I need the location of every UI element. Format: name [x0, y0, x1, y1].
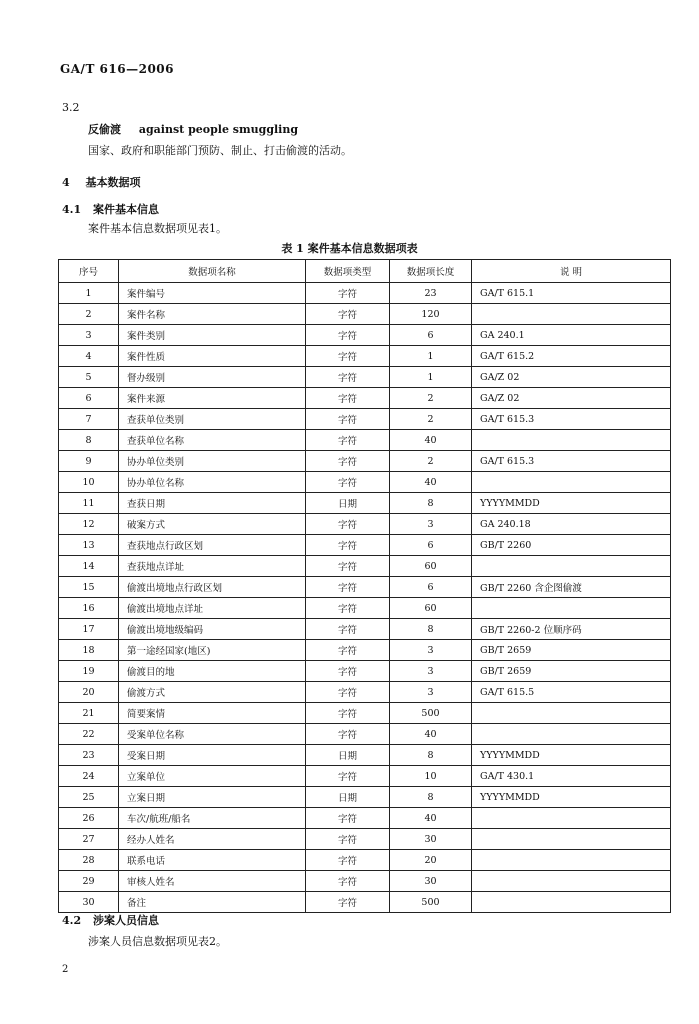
table-row	[59, 892, 671, 913]
cell-length: 8	[390, 787, 472, 808]
table-row	[59, 409, 671, 430]
document-header: GA/T 616—2006	[60, 62, 174, 76]
table-row	[59, 619, 671, 640]
term-definition: 国家、政府和职能部门预防、制止、打击偷渡的活动。	[88, 144, 352, 157]
cell-note	[472, 829, 671, 850]
cell-seq: 18	[59, 640, 119, 661]
table-row	[59, 661, 671, 682]
header-cell: 说 明	[472, 260, 671, 283]
cell-note: GB/T 2659	[472, 640, 671, 661]
table-row	[59, 724, 671, 745]
term-heading	[88, 121, 298, 137]
cell-length: 120	[390, 304, 472, 325]
cell-name: 协办单位类别	[119, 451, 306, 472]
cell-length: 6	[390, 535, 472, 556]
cell-note: YYYYMMDD	[472, 493, 671, 514]
section-3-2-number: 3.2	[62, 101, 80, 114]
cell-type: 字符	[306, 724, 390, 745]
header-cell: 数据项长度	[390, 260, 472, 283]
cell-seq: 25	[59, 787, 119, 808]
cell-name: 查获地点行政区划	[119, 535, 306, 556]
table-row	[59, 304, 671, 325]
cell-note: GA/T 615.1	[472, 283, 671, 304]
table-row	[59, 640, 671, 661]
cell-name: 查获日期	[119, 493, 306, 514]
cell-name: 查获单位类别	[119, 409, 306, 430]
cell-name: 案件编号	[119, 283, 306, 304]
table-row	[59, 451, 671, 472]
cell-length: 40	[390, 808, 472, 829]
cell-name: 案件性质	[119, 346, 306, 367]
table-header-row	[59, 260, 671, 283]
cell-note	[472, 430, 671, 451]
cell-note	[472, 892, 671, 913]
cell-seq: 28	[59, 850, 119, 871]
cell-note	[472, 808, 671, 829]
cell-name: 案件类别	[119, 325, 306, 346]
cell-name: 协办单位名称	[119, 472, 306, 493]
cell-note: GA/T 615.3	[472, 409, 671, 430]
table-row	[59, 871, 671, 892]
cell-note	[472, 850, 671, 871]
cell-name: 偷渡目的地	[119, 661, 306, 682]
table-row	[59, 556, 671, 577]
cell-length: 40	[390, 430, 472, 451]
cell-name: 查获单位名称	[119, 430, 306, 451]
table-row	[59, 598, 671, 619]
cell-length: 3	[390, 682, 472, 703]
cell-seq: 21	[59, 703, 119, 724]
cell-note: GB/T 2659	[472, 661, 671, 682]
cell-seq: 3	[59, 325, 119, 346]
cell-name: 第一途经国家(地区)	[119, 640, 306, 661]
cell-seq: 19	[59, 661, 119, 682]
cell-seq: 26	[59, 808, 119, 829]
table-row	[59, 850, 671, 871]
table-row	[59, 808, 671, 829]
cell-name: 破案方式	[119, 514, 306, 535]
cell-seq: 5	[59, 367, 119, 388]
section-4-2-title: 涉案人员信息	[92, 914, 159, 927]
cell-seq: 23	[59, 745, 119, 766]
table-1	[58, 259, 671, 913]
cell-length: 3	[390, 514, 472, 535]
cell-name: 偷渡方式	[119, 682, 306, 703]
cell-length: 6	[390, 325, 472, 346]
cell-seq: 22	[59, 724, 119, 745]
cell-length: 1	[390, 367, 472, 388]
section-4-1-number: 4.1	[62, 203, 82, 216]
cell-length: 2	[390, 409, 472, 430]
cell-seq: 14	[59, 556, 119, 577]
section-4-heading	[62, 174, 141, 190]
cell-length: 30	[390, 829, 472, 850]
cell-length: 3	[390, 640, 472, 661]
header-cell: 数据项名称	[119, 260, 306, 283]
cell-type: 字符	[306, 829, 390, 850]
cell-type: 字符	[306, 703, 390, 724]
header-cell: 数据项类型	[306, 260, 390, 283]
cell-length: 500	[390, 892, 472, 913]
cell-note: GA/T 430.1	[472, 766, 671, 787]
cell-type: 日期	[306, 787, 390, 808]
cell-type: 字符	[306, 409, 390, 430]
cell-note: YYYYMMDD	[472, 745, 671, 766]
cell-seq: 17	[59, 619, 119, 640]
table-row	[59, 367, 671, 388]
table-row	[59, 829, 671, 850]
cell-type: 字符	[306, 535, 390, 556]
cell-length: 8	[390, 745, 472, 766]
cell-length: 1	[390, 346, 472, 367]
cell-seq: 11	[59, 493, 119, 514]
cell-length: 40	[390, 472, 472, 493]
cell-note	[472, 871, 671, 892]
cell-name: 联系电话	[119, 850, 306, 871]
table-row	[59, 787, 671, 808]
section-4-number: 4	[62, 176, 70, 189]
cell-type: 字符	[306, 640, 390, 661]
cell-name: 车次/航班/船名	[119, 808, 306, 829]
section-4-2-heading	[62, 912, 159, 928]
cell-type: 字符	[306, 367, 390, 388]
cell-name: 查获地点详址	[119, 556, 306, 577]
header-cell: 序号	[59, 260, 119, 283]
table-row	[59, 430, 671, 451]
cell-type: 字符	[306, 661, 390, 682]
cell-seq: 20	[59, 682, 119, 703]
cell-seq: 9	[59, 451, 119, 472]
cell-length: 30	[390, 871, 472, 892]
cell-seq: 12	[59, 514, 119, 535]
cell-note: GA/Z 02	[472, 367, 671, 388]
table-row	[59, 682, 671, 703]
cell-length: 10	[390, 766, 472, 787]
table-row	[59, 745, 671, 766]
cell-type: 字符	[306, 325, 390, 346]
cell-length: 23	[390, 283, 472, 304]
section-4-2-number: 4.2	[62, 914, 82, 927]
table-row	[59, 514, 671, 535]
cell-length: 40	[390, 724, 472, 745]
table-row	[59, 493, 671, 514]
cell-type: 字符	[306, 304, 390, 325]
cell-type: 字符	[306, 556, 390, 577]
cell-note: GA 240.1	[472, 325, 671, 346]
cell-seq: 1	[59, 283, 119, 304]
table-1-caption: 表 1 案件基本信息数据项表	[281, 242, 418, 255]
cell-type: 字符	[306, 388, 390, 409]
cell-name: 偷渡出境地点详址	[119, 598, 306, 619]
section-4-1-intro: 案件基本信息数据项见表1。	[88, 222, 227, 235]
cell-seq: 29	[59, 871, 119, 892]
cell-seq: 15	[59, 577, 119, 598]
cell-note	[472, 304, 671, 325]
cell-length: 2	[390, 451, 472, 472]
section-4-2-intro: 涉案人员信息数据项见表2。	[88, 935, 227, 948]
cell-type: 字符	[306, 346, 390, 367]
cell-note	[472, 703, 671, 724]
cell-name: 督办级别	[119, 367, 306, 388]
cell-type: 字符	[306, 451, 390, 472]
cell-type: 字符	[306, 472, 390, 493]
cell-length: 8	[390, 619, 472, 640]
table-row	[59, 703, 671, 724]
cell-seq: 7	[59, 409, 119, 430]
table-row	[59, 766, 671, 787]
cell-type: 字符	[306, 598, 390, 619]
cell-type: 字符	[306, 577, 390, 598]
cell-seq: 13	[59, 535, 119, 556]
table-row	[59, 283, 671, 304]
cell-seq: 2	[59, 304, 119, 325]
table-row	[59, 325, 671, 346]
cell-name: 备注	[119, 892, 306, 913]
table-1-body	[59, 283, 671, 913]
cell-note: GA/T 615.2	[472, 346, 671, 367]
table-row	[59, 472, 671, 493]
cell-seq: 24	[59, 766, 119, 787]
cell-name: 受案单位名称	[119, 724, 306, 745]
cell-name: 偷渡出境地点行政区划	[119, 577, 306, 598]
cell-note	[472, 598, 671, 619]
table-row	[59, 388, 671, 409]
table-row	[59, 346, 671, 367]
cell-seq: 27	[59, 829, 119, 850]
cell-note: GA/Z 02	[472, 388, 671, 409]
cell-type: 字符	[306, 871, 390, 892]
cell-length: 60	[390, 598, 472, 619]
cell-length: 60	[390, 556, 472, 577]
cell-seq: 16	[59, 598, 119, 619]
cell-length: 6	[390, 577, 472, 598]
cell-note: GB/T 2260 含企图偷渡	[472, 577, 671, 598]
cell-note: GA/T 615.3	[472, 451, 671, 472]
section-4-1-title: 案件基本信息	[92, 203, 159, 216]
cell-type: 日期	[306, 745, 390, 766]
cell-type: 字符	[306, 283, 390, 304]
cell-seq: 10	[59, 472, 119, 493]
page-number: 2	[62, 964, 69, 975]
cell-length: 8	[390, 493, 472, 514]
cell-length: 2	[390, 388, 472, 409]
cell-type: 字符	[306, 619, 390, 640]
cell-type: 字符	[306, 850, 390, 871]
cell-name: 简要案情	[119, 703, 306, 724]
cell-length: 500	[390, 703, 472, 724]
table-row	[59, 577, 671, 598]
cell-length: 20	[390, 850, 472, 871]
cell-type: 字符	[306, 892, 390, 913]
cell-type: 字符	[306, 808, 390, 829]
cell-note: GB/T 2260-2 位顺序码	[472, 619, 671, 640]
cell-name: 偷渡出境地级编码	[119, 619, 306, 640]
cell-note: GA/T 615.5	[472, 682, 671, 703]
cell-type: 字符	[306, 682, 390, 703]
term-zh: 反偷渡	[88, 123, 121, 136]
cell-name: 案件名称	[119, 304, 306, 325]
cell-note: GB/T 2260	[472, 535, 671, 556]
cell-seq: 30	[59, 892, 119, 913]
cell-length: 3	[390, 661, 472, 682]
cell-name: 立案日期	[119, 787, 306, 808]
cell-seq: 4	[59, 346, 119, 367]
cell-type: 日期	[306, 493, 390, 514]
cell-note: YYYYMMDD	[472, 787, 671, 808]
cell-seq: 8	[59, 430, 119, 451]
term-en: against people smuggling	[138, 123, 299, 136]
cell-note	[472, 556, 671, 577]
cell-type: 字符	[306, 430, 390, 451]
cell-name: 立案单位	[119, 766, 306, 787]
cell-name: 案件来源	[119, 388, 306, 409]
cell-type: 字符	[306, 514, 390, 535]
cell-type: 字符	[306, 766, 390, 787]
cell-name: 经办人姓名	[119, 829, 306, 850]
cell-note	[472, 724, 671, 745]
cell-seq: 6	[59, 388, 119, 409]
table-row	[59, 535, 671, 556]
section-4-title: 基本数据项	[85, 176, 141, 189]
cell-name: 审核人姓名	[119, 871, 306, 892]
cell-note	[472, 472, 671, 493]
cell-name: 受案日期	[119, 745, 306, 766]
cell-note: GA 240.18	[472, 514, 671, 535]
section-4-1-heading	[62, 201, 159, 217]
